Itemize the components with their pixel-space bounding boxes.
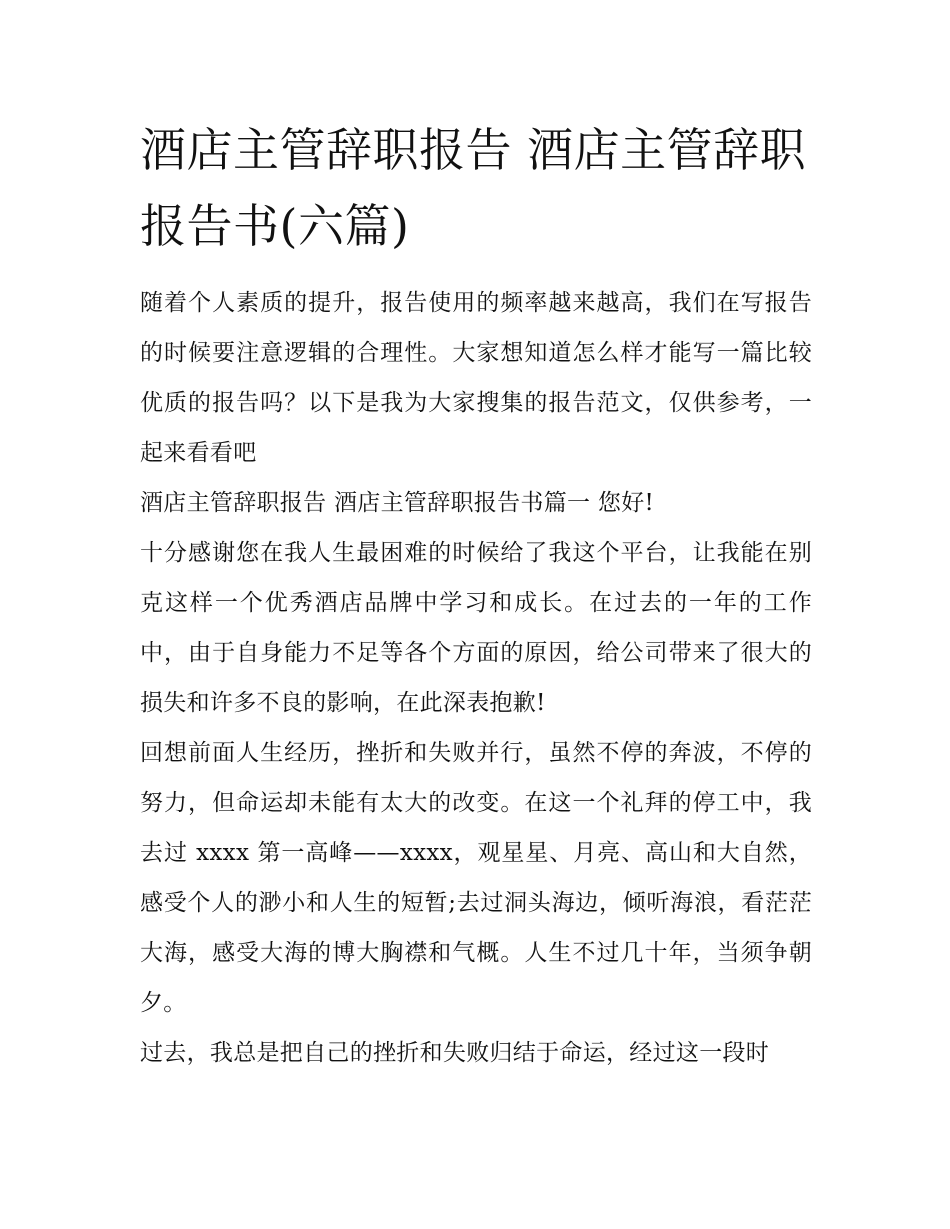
document-page [140, 112, 812, 1078]
paragraph-past: 过去，我总是把自己的挫折和失败归结于命运，经过这一段时 [140, 1040, 770, 1066]
document-body [140, 278, 812, 1078]
paragraph-gratitude: 十分感谢您在我人生最困难的时候给了我这个平台，让我能在别克这样一个优秀酒店品牌中学习和成长。在过去的一年的工作中，由于自身能力不足等各个方面的原因，给公司带来了很大的损失和许多不良的影响，在此深表抱歉! [140, 540, 812, 716]
document-title: 酒店主管辞职报告 酒店主管辞职报告书(六篇) [140, 123, 807, 253]
paragraph-intro: 随着个人素质的提升，报告使用的频率越来越高，我们在写报告的时候要注意逻辑的合理性。大家想知道怎么样才能写一篇比较优质的报告吗？以下是我为大家搜集的报告范文，仅供参考，一起来看看吧 [140, 290, 812, 466]
paragraph-reflection: 回想前面人生经历，挫折和失败并行，虽然不停的奔波，不停的努力，但命运却未能有太大的改变。在这一个礼拜的停工中，我去过 xxxx 第一高峰——xxxx，观星星、月亮、高山和大自然，感受个人的渺小和人生的短暂;去过洞头海边，倾听海浪，看茫茫大海，感受大海的博大胸襟和气概。人生不过几十年，当须争朝夕。 [140, 740, 812, 1016]
paragraph-heading-greeting: 酒店主管辞职报告 酒店主管辞职报告书篇一 您好! [140, 490, 655, 516]
